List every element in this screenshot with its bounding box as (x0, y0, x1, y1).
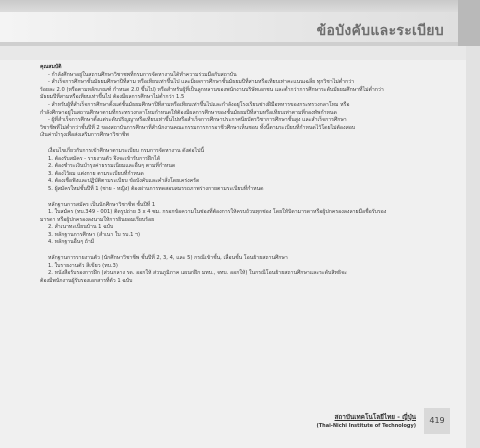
report-document-item: 2. หนังสือรับรองการฝึก (ส่วนกลาง รด. ออกให้ ส่วนภูมิภาค แผนกฝึก มทบ., จทบ. ออกให้) ในกรณีโอนย้ายสถานศึกษาและระดับสิทธิจะ (48, 270, 347, 277)
application-documents-heading: หลักฐานการสมัคร เป็นนักศึกษาวิชาชีพ ชั้นปีที่ 1 (48, 201, 156, 208)
condition-item: 5. ผู้สมัครใหม่ชั้นปีที่ 1 (ชาย - หญิง) ต้องผ่านการทดสอบสมรรถภาพร่างกายตามระเบียบที่กำหนด (48, 185, 264, 192)
report-document-item: 1. ใบรายงานตัว สีเขียว (ทบ.3) (48, 262, 118, 269)
qualification-line: - กำลังศึกษาอยู่ในสถานศึกษาวิชาชพที่กรมการจัดหางานได้ทำความร่วมมือกับสถาบัน (48, 71, 237, 78)
document-item-continued: มารดา หรือผู้ปกครองลงนามให้การยินยอมเรียบร้อย (40, 216, 155, 223)
page-header (0, 0, 480, 60)
document-item: 4. หลักฐานอื่นๆ ถ้ามี (48, 239, 95, 246)
report-documents-heading: หลักฐานการรายงานตัว (นักศึกษาวิชาชีพ ชั้นปีที่ 2, 3, 4, และ 5) กรณีเข้าชั้น, เลื่อนชั้น โอนย้ายสถานศึกษา (48, 255, 288, 262)
qualification-line: วิชาชีพที่ไม่ต่ำกว่าชั้นปีที่ 2 ของสถาบันการศึกษาที่สำนักงานคณะกรรมการการอาชีวศึกษาเห็นชอบ ทั้งนี้ตามระเบียบที่กำหนดไว้โดยไม่ต้องสอบ (40, 124, 356, 131)
qualification-line: มัธยมปีที่สามหรือเทียบเท่าขึ้นไป ต้องมีผลการศึกษาไม่ต่ำกว่า 1.5 (40, 94, 185, 101)
condition-item: 1. ต้องรับสมัคร - รายงานตัว จึงจะเข้ารับการฝึกได้ (48, 155, 161, 162)
conditions-heading: เงื่อนไขเกี่ยวกับการเข้าศึกษาตามระเบียบ กรมการจัดหางาน ดังต่อไปนี้ (48, 147, 204, 154)
section-title: ข้อบังคับและระเบียบ (316, 23, 444, 39)
header-corner-block (458, 0, 480, 46)
qualification-line: - ผู้ที่สำเร็จการศึกษาตั้งแต่ระดับปริญญาหรือเทียบเท่าขึ้นไปหรือสำเร็จการศึกษาประกาศนียบัตรวิชาการศึกษาชั้นสูง และสำเร็จการศึกษา (48, 117, 347, 124)
document-item: 3. หลักฐานการศึกษา (สำเนา ใบ รบ.1 ฯ) (48, 231, 140, 238)
header-stripe (0, 42, 480, 46)
condition-item: 4. ต้องเชื่อฟังและปฏิบัติตามระเบียบ ข้อบังคับและคำสั่งโดยเคร่งครัด (48, 178, 200, 185)
qualification-line: - สำเร็จการศึกษาชั้นมัธยมศึกษาปีที่สาม หรือเทียบเท่าขึ้นไป และมีผลการศึกษาชั้นมัธยมปีที่สามหรือเทียบเท่าคะแนนเฉลี่ย ทุกวิชาไม่ต่ำกว่า (48, 79, 355, 86)
page-number: 419 (424, 408, 450, 434)
institute-name-thai: สถาบันเทคโนโลยีไทย - ญี่ปุ่น (334, 413, 416, 421)
qualification-line: ร้อยละ 2.0 (หรือตามหลักเกณฑ์ กำหนด 2.0 ขึ้นไป) หรือสำหรับผู้ที่เป็นลูกหลานของพนักงานบริษัทเอกชน และต่ำกว่าการศึกษาระดับมัธยมศึกษาที่ไม่ต่ำกว่า (40, 86, 384, 93)
qualification-line: กำลังศึกษาอยู่ในสถานศึกษาตามที่กระทรวงกลาโหมกำหนดให้ต้องมีผลการศึกษาของชั้นมัธยมปีที่สามหรือเทียบเท่าตามที่กองทัพกำหนด (40, 109, 337, 116)
report-document-item-continued: ต้องมีพนักงานผู้รับรองเอกสารที่ตัว 1 ฉบับ (40, 277, 133, 284)
condition-item: 3. ต้องไว้ผม แต่งกาย ตามระเบียบที่กำหนด (48, 170, 144, 177)
institute-name-english: (Thai-Nichi Institute of Technology) (316, 423, 416, 429)
qualification-line: เงินค่าบำรุงเพื่อส่งเสริมการศึกษาวิชาชีพ (40, 132, 129, 139)
right-margin-strip (466, 46, 480, 448)
document-body (40, 64, 440, 285)
document-item: 2. สำเนาทะเบียนบ้าน 1 ฉบับ (48, 224, 114, 231)
condition-item: 2. ต้องชำระเงินบำรุงค่าธรรมเนียมและอื่นๆ ตามที่กำหนด (48, 163, 176, 170)
document-item: 1. ใบสมัคร (ทบ.349 - 001) ติดรูปถ่าย 3 x 4 ซม. กรอกข้อความในช่องที่ต้องการให้ครบถ้วนทุกช่อง โดยให้บิดามารดาหรือผู้ปกครองลงลายมือชื่อรับรอง (48, 209, 387, 216)
qualification-line: - สำหรับผู้ที่สำเร็จการศึกษาตั้งแต่ชั้นมัธยมศึกษาปีที่สามหรือเทียบเท่าขึ้นไปและกำลังอยู่โรงเรียนช่างฝีมือทหารของกระทรวงกลาโหม หรือ (48, 101, 350, 108)
header-band (0, 0, 480, 12)
qualification-heading: คุณสมบัติ (40, 64, 62, 70)
